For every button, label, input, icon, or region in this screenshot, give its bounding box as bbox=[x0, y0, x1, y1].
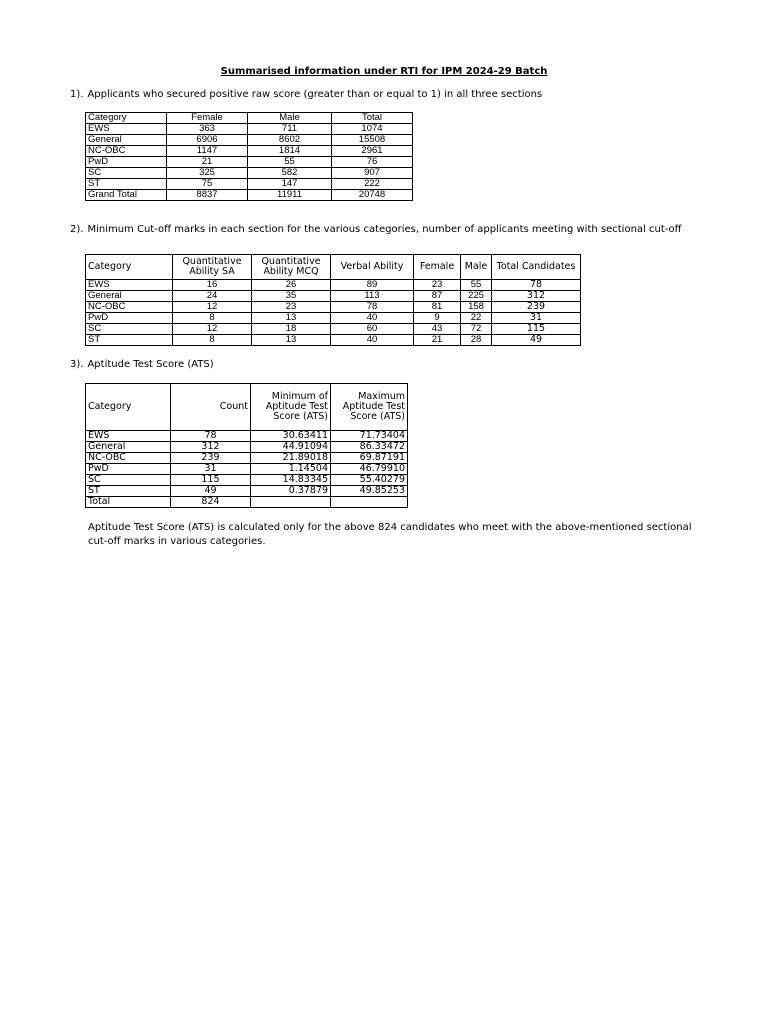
value-cell: 30.63411 bbox=[251, 431, 331, 442]
value-cell: 31 bbox=[492, 313, 581, 324]
value-cell: 72 bbox=[461, 324, 492, 335]
category-cell: SC bbox=[86, 475, 171, 486]
value-cell: 16 bbox=[173, 280, 252, 291]
column-header: Total Candidates bbox=[492, 255, 581, 280]
value-cell: 55.40279 bbox=[331, 475, 408, 486]
value-cell: 2961 bbox=[332, 146, 413, 157]
table-row bbox=[86, 442, 408, 453]
value-cell: 49.85253 bbox=[331, 486, 408, 497]
value-cell: 28 bbox=[461, 335, 492, 346]
value-cell: 824 bbox=[171, 497, 251, 508]
column-header: Female bbox=[167, 113, 248, 124]
value-cell: 21.89018 bbox=[251, 453, 331, 464]
category-cell: Total bbox=[86, 497, 171, 508]
category-cell: SC bbox=[86, 324, 173, 335]
category-cell: PwD bbox=[86, 157, 167, 168]
value-cell: 89 bbox=[331, 280, 414, 291]
value-cell: 23 bbox=[414, 280, 461, 291]
value-cell: 13 bbox=[252, 335, 331, 346]
value-cell: 8 bbox=[173, 335, 252, 346]
value-cell bbox=[331, 497, 408, 508]
value-cell: 71.73404 bbox=[331, 431, 408, 442]
value-cell: 86.33472 bbox=[331, 442, 408, 453]
category-cell: ST bbox=[86, 335, 173, 346]
value-cell: 69.87191 bbox=[331, 453, 408, 464]
table-row bbox=[86, 280, 581, 291]
category-cell: General bbox=[86, 291, 173, 302]
value-cell: 23 bbox=[252, 302, 331, 313]
category-cell: EWS bbox=[86, 431, 171, 442]
value-cell: 40 bbox=[331, 335, 414, 346]
category-cell: NC-OBC bbox=[86, 146, 167, 157]
category-cell: SC bbox=[86, 168, 167, 179]
column-header: Category bbox=[86, 384, 171, 431]
table-row bbox=[86, 124, 413, 135]
value-cell: 78 bbox=[492, 280, 581, 291]
value-cell: 26 bbox=[252, 280, 331, 291]
category-cell: PwD bbox=[86, 313, 173, 324]
value-cell: 6906 bbox=[167, 135, 248, 146]
table-positive-raw-score bbox=[85, 112, 413, 201]
table-row bbox=[86, 431, 408, 442]
value-cell: 1147 bbox=[167, 146, 248, 157]
value-cell: 55 bbox=[248, 157, 332, 168]
value-cell: 78 bbox=[331, 302, 414, 313]
table-row bbox=[86, 335, 581, 346]
value-cell: 312 bbox=[171, 442, 251, 453]
category-cell: NC-OBC bbox=[86, 302, 173, 313]
value-cell: 1.14504 bbox=[251, 464, 331, 475]
ats-note: Aptitude Test Score (ATS) is calculated only for the above 824 candidates who meet with the above-mentioned sectional cut-off marks in various categories. bbox=[88, 522, 692, 547]
category-cell: General bbox=[86, 135, 167, 146]
table-row bbox=[86, 475, 408, 486]
table-row bbox=[86, 302, 581, 313]
value-cell: 12 bbox=[173, 324, 252, 335]
table-aptitude-test-score bbox=[85, 383, 408, 508]
value-cell: 8602 bbox=[248, 135, 332, 146]
value-cell bbox=[251, 497, 331, 508]
value-cell: 31 bbox=[171, 464, 251, 475]
category-cell: ST bbox=[86, 179, 167, 190]
value-cell: 60 bbox=[331, 324, 414, 335]
value-cell: 49 bbox=[492, 335, 581, 346]
category-cell: NC-OBC bbox=[86, 453, 171, 464]
value-cell: 43 bbox=[414, 324, 461, 335]
value-cell: 711 bbox=[248, 124, 332, 135]
section-2-number: 2). bbox=[70, 224, 84, 235]
table-sectional-cutoff bbox=[85, 254, 581, 346]
table-header-row bbox=[86, 255, 581, 280]
section-2-heading bbox=[70, 224, 682, 235]
value-cell: 81 bbox=[414, 302, 461, 313]
value-cell: 21 bbox=[167, 157, 248, 168]
value-cell: 0.37879 bbox=[251, 486, 331, 497]
table-row bbox=[86, 179, 413, 190]
table-row bbox=[86, 324, 581, 335]
column-header: Quantitative Ability MCQ bbox=[252, 255, 331, 280]
column-header: Maximum Aptitude Test Score (ATS) bbox=[331, 384, 408, 431]
column-header: Male bbox=[248, 113, 332, 124]
value-cell: 158 bbox=[461, 302, 492, 313]
section-1-heading-text: Applicants who secured positive raw score (greater than or equal to 1) in all three sections bbox=[87, 89, 543, 100]
value-cell: 222 bbox=[332, 179, 413, 190]
column-header: Count bbox=[171, 384, 251, 431]
value-cell: 115 bbox=[492, 324, 581, 335]
value-cell: 18 bbox=[252, 324, 331, 335]
section-1-heading bbox=[70, 89, 542, 100]
table-header-row bbox=[86, 384, 408, 431]
value-cell: 1814 bbox=[248, 146, 332, 157]
value-cell: 9 bbox=[414, 313, 461, 324]
value-cell: 49 bbox=[171, 486, 251, 497]
value-cell: 8837 bbox=[167, 190, 248, 201]
value-cell: 44.91094 bbox=[251, 442, 331, 453]
value-cell: 75 bbox=[167, 179, 248, 190]
value-cell: 40 bbox=[331, 313, 414, 324]
value-cell: 24 bbox=[173, 291, 252, 302]
table-row bbox=[86, 313, 581, 324]
value-cell: 12 bbox=[173, 302, 252, 313]
value-cell: 21 bbox=[414, 335, 461, 346]
table-row bbox=[86, 486, 408, 497]
column-header: Minimum of Aptitude Test Score (ATS) bbox=[251, 384, 331, 431]
value-cell: 46.79910 bbox=[331, 464, 408, 475]
section-3-heading-text: Aptitude Test Score (ATS) bbox=[87, 359, 214, 370]
column-header: Category bbox=[86, 113, 167, 124]
category-cell: General bbox=[86, 442, 171, 453]
table-row bbox=[86, 190, 413, 201]
table-row bbox=[86, 453, 408, 464]
section-3-heading bbox=[70, 359, 214, 370]
value-cell: 115 bbox=[171, 475, 251, 486]
section-1-number: 1). bbox=[70, 89, 84, 100]
value-cell: 325 bbox=[167, 168, 248, 179]
column-header: Category bbox=[86, 255, 173, 280]
value-cell: 20748 bbox=[332, 190, 413, 201]
value-cell: 312 bbox=[492, 291, 581, 302]
column-header: Male bbox=[461, 255, 492, 280]
category-cell: EWS bbox=[86, 124, 167, 135]
value-cell: 8 bbox=[173, 313, 252, 324]
category-cell: PwD bbox=[86, 464, 171, 475]
section-2-heading-text: Minimum Cut-off marks in each section for the various categories, number of applicants meeting with sectional cut-off bbox=[87, 224, 682, 235]
category-cell: EWS bbox=[86, 280, 173, 291]
value-cell: 76 bbox=[332, 157, 413, 168]
document-title: Summarised information under RTI for IPM 2024-29 Batch bbox=[220, 66, 548, 77]
value-cell: 14.83345 bbox=[251, 475, 331, 486]
value-cell: 582 bbox=[248, 168, 332, 179]
column-header: Female bbox=[414, 255, 461, 280]
value-cell: 239 bbox=[492, 302, 581, 313]
column-header: Total bbox=[332, 113, 413, 124]
value-cell: 239 bbox=[171, 453, 251, 464]
value-cell: 15508 bbox=[332, 135, 413, 146]
table-row bbox=[86, 157, 413, 168]
table-row bbox=[86, 146, 413, 157]
table-row bbox=[86, 291, 581, 302]
value-cell: 22 bbox=[461, 313, 492, 324]
table-row bbox=[86, 464, 408, 475]
section-3-number: 3). bbox=[70, 359, 84, 370]
value-cell: 78 bbox=[171, 431, 251, 442]
value-cell: 55 bbox=[461, 280, 492, 291]
table-row bbox=[86, 135, 413, 146]
value-cell: 907 bbox=[332, 168, 413, 179]
value-cell: 13 bbox=[252, 313, 331, 324]
table-row bbox=[86, 168, 413, 179]
value-cell: 147 bbox=[248, 179, 332, 190]
column-header: Quantitative Ability SA bbox=[173, 255, 252, 280]
category-cell: ST bbox=[86, 486, 171, 497]
table-header-row bbox=[86, 113, 413, 124]
value-cell: 11911 bbox=[248, 190, 332, 201]
value-cell: 1074 bbox=[332, 124, 413, 135]
column-header: Verbal Ability bbox=[331, 255, 414, 280]
value-cell: 35 bbox=[252, 291, 331, 302]
table-row bbox=[86, 497, 408, 508]
value-cell: 113 bbox=[331, 291, 414, 302]
value-cell: 87 bbox=[414, 291, 461, 302]
value-cell: 363 bbox=[167, 124, 248, 135]
category-cell: Grand Total bbox=[86, 190, 167, 201]
value-cell: 225 bbox=[461, 291, 492, 302]
